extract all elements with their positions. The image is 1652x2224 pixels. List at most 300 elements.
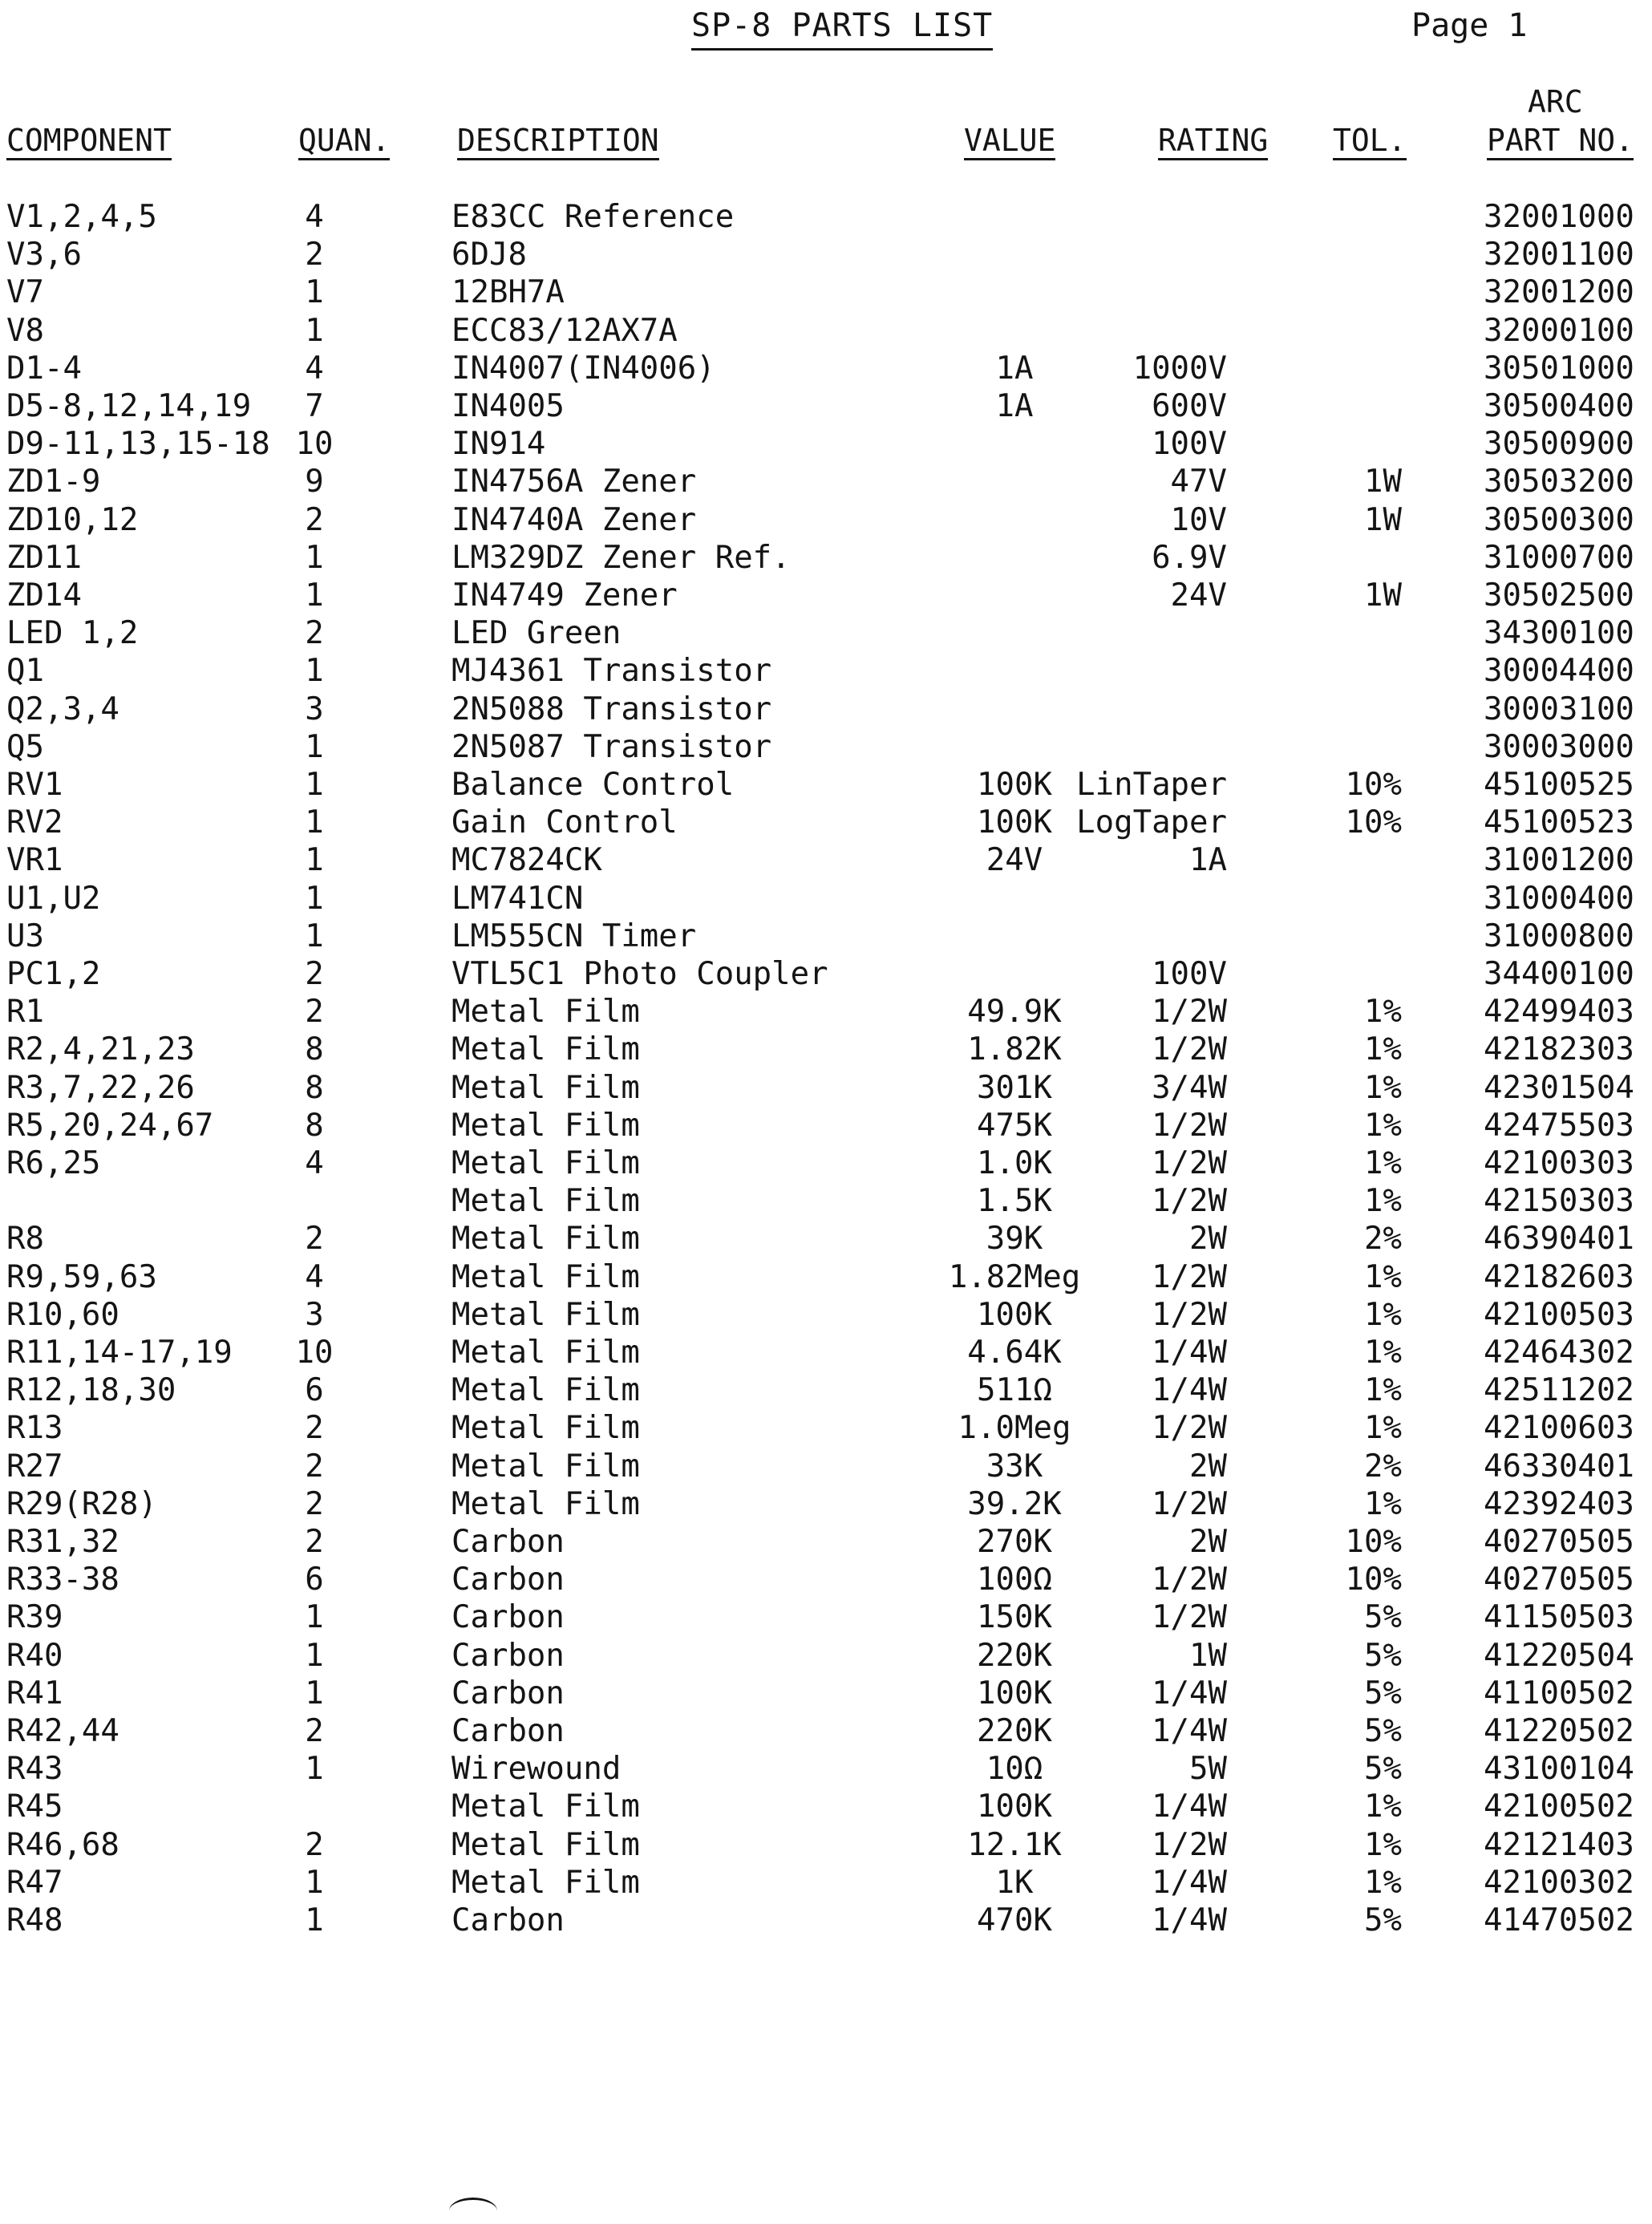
value-cell: 100Ω	[977, 1562, 1052, 1598]
quantity-cell: 1	[305, 880, 324, 917]
rating-cell: 1/2W	[1152, 1562, 1227, 1598]
component-cell: R43	[6, 1751, 63, 1788]
part-number-cell: 31000800	[1484, 918, 1634, 954]
tolerance-cell: 1W	[1364, 501, 1402, 538]
value-cell: 220K	[977, 1713, 1052, 1749]
description-cell: Carbon	[451, 1637, 565, 1674]
component-cell: R45	[6, 1789, 63, 1825]
part-number-cell: 30500900	[1484, 426, 1634, 463]
rating-cell: 1/2W	[1152, 1826, 1227, 1863]
description-cell: Metal Film	[451, 1221, 640, 1258]
tolerance-cell: 10%	[1345, 804, 1402, 841]
quantity-cell: 1	[305, 274, 324, 311]
rating-cell: 2W	[1189, 1524, 1227, 1560]
rating-cell: 1/2W	[1152, 1296, 1227, 1333]
description-cell: Metal Film	[451, 1183, 640, 1220]
table-row	[0, 993, 1652, 1031]
tolerance-cell: 1%	[1364, 1826, 1402, 1863]
rating-cell: 1/2W	[1152, 1183, 1227, 1220]
table-row	[0, 1107, 1652, 1144]
part-number-cell: 30503200	[1484, 464, 1634, 500]
table-row	[0, 273, 1652, 311]
description-cell: Carbon	[451, 1902, 565, 1938]
tolerance-cell: 5%	[1364, 1599, 1402, 1636]
table-row	[0, 766, 1652, 804]
quantity-cell: 1	[305, 1599, 324, 1636]
value-cell: 150K	[977, 1599, 1052, 1636]
rating-cell: 24V	[1170, 577, 1227, 614]
quantity-cell: 2	[305, 1448, 324, 1485]
tolerance-cell: 1W	[1364, 577, 1402, 614]
tolerance-cell: 1%	[1364, 1485, 1402, 1522]
quantity-cell: 2	[305, 1826, 324, 1863]
quantity-cell: 1	[305, 728, 324, 765]
table-row	[0, 1182, 1652, 1220]
table-row	[0, 425, 1652, 463]
table-row	[0, 1448, 1652, 1485]
part-number-cell: 46330401	[1484, 1448, 1634, 1485]
tolerance-cell: 1%	[1364, 1372, 1402, 1409]
component-cell: R27	[6, 1448, 63, 1485]
tolerance-cell: 1%	[1364, 1069, 1402, 1106]
value-cell: 1.5K	[977, 1183, 1052, 1220]
description-cell: 6DJ8	[451, 237, 527, 273]
description-cell: VTL5C1 Photo Coupler	[451, 956, 828, 992]
quantity-cell: 1	[305, 804, 324, 841]
part-number-cell: 41470502	[1484, 1902, 1634, 1938]
quantity-cell: 2	[305, 1485, 324, 1522]
component-cell: R31,32	[6, 1524, 119, 1560]
description-cell: MC7824CK	[451, 842, 602, 879]
component-cell: R29(R28)	[6, 1485, 157, 1522]
quantity-cell: 1	[305, 1675, 324, 1712]
part-number-cell: 42511202	[1484, 1372, 1634, 1409]
table-row	[0, 614, 1652, 652]
tolerance-cell: 2%	[1364, 1221, 1402, 1258]
part-number-cell: 34400100	[1484, 956, 1634, 992]
table-row	[0, 1523, 1652, 1561]
part-number-cell: 32001100	[1484, 237, 1634, 273]
component-cell: V7	[6, 274, 44, 311]
value-cell: 1.82Meg	[948, 1258, 1081, 1295]
quantity-cell: 10	[295, 426, 334, 463]
component-cell: U1,U2	[6, 880, 101, 917]
description-cell: Metal Film	[451, 1107, 640, 1144]
header-tol: TOL.	[1333, 122, 1407, 160]
table-row	[0, 1750, 1652, 1788]
quantity-cell: 2	[305, 1221, 324, 1258]
rating-cell: 1/4W	[1152, 1713, 1227, 1749]
description-cell: Carbon	[451, 1599, 565, 1636]
tolerance-cell: 5%	[1364, 1751, 1402, 1788]
tolerance-cell: 1%	[1364, 1335, 1402, 1371]
description-cell: Metal Film	[451, 1258, 640, 1295]
table-row	[0, 1220, 1652, 1258]
part-number-cell: 42121403	[1484, 1826, 1634, 1863]
quantity-cell: 1	[305, 653, 324, 690]
part-number-cell: 41220502	[1484, 1713, 1634, 1749]
tolerance-cell: 1%	[1364, 1031, 1402, 1068]
table-row	[0, 652, 1652, 690]
value-cell: 10Ω	[986, 1751, 1043, 1788]
table-row	[0, 1637, 1652, 1675]
rating-cell: 1W	[1189, 1637, 1227, 1674]
value-cell: 4.64K	[967, 1335, 1062, 1371]
quantity-cell: 1	[305, 1864, 324, 1901]
quantity-cell: 2	[305, 956, 324, 992]
part-number-cell: 43100104	[1484, 1751, 1634, 1788]
rating-cell: 1/2W	[1152, 1485, 1227, 1522]
component-cell: R46,68	[6, 1826, 119, 1863]
component-cell: R40	[6, 1637, 63, 1674]
part-number-cell: 31000400	[1484, 880, 1634, 917]
table-row	[0, 1561, 1652, 1598]
quantity-cell: 1	[305, 539, 324, 576]
header-description: DESCRIPTION	[457, 122, 659, 160]
table-row	[0, 1485, 1652, 1523]
table-row	[0, 236, 1652, 273]
component-cell: R39	[6, 1599, 63, 1636]
component-cell: R12,18,30	[6, 1372, 176, 1409]
rating-cell: 1/2W	[1152, 1258, 1227, 1295]
rating-cell: 1/2W	[1152, 1410, 1227, 1447]
rating-cell: 10V	[1170, 501, 1227, 538]
part-number-cell: 40270505	[1484, 1524, 1634, 1560]
description-cell: Carbon	[451, 1524, 565, 1560]
table-row	[0, 312, 1652, 350]
part-number-cell: 42182303	[1484, 1031, 1634, 1068]
rating-cell: 1000V	[1132, 350, 1227, 387]
quantity-cell: 8	[305, 1031, 324, 1068]
value-cell: 12.1K	[967, 1826, 1062, 1863]
quantity-cell: 1	[305, 312, 324, 349]
rating-cell: 1/2W	[1152, 1107, 1227, 1144]
component-cell: R47	[6, 1864, 63, 1901]
quantity-cell: 4	[305, 1145, 324, 1181]
description-cell: IN914	[451, 426, 546, 463]
part-number-cell: 42464302	[1484, 1335, 1634, 1371]
quantity-cell: 1	[305, 918, 324, 954]
tolerance-cell: 1%	[1364, 1258, 1402, 1295]
component-cell: R13	[6, 1410, 63, 1447]
description-cell: Metal Film	[451, 1372, 640, 1409]
quantity-cell: 4	[305, 350, 324, 387]
quantity-cell: 3	[305, 691, 324, 727]
part-number-cell: 45100523	[1484, 804, 1634, 841]
part-number-cell: 30500400	[1484, 388, 1634, 424]
component-cell: R9,59,63	[6, 1258, 157, 1295]
pencil-mark	[449, 2198, 497, 2224]
part-number-cell: 42100603	[1484, 1410, 1634, 1447]
component-cell: LED 1,2	[6, 615, 139, 652]
rating-cell: LogTaper	[1076, 804, 1227, 841]
part-number-cell: 32001200	[1484, 274, 1634, 311]
quantity-cell: 1	[305, 767, 324, 803]
quantity-cell: 2	[305, 615, 324, 652]
value-cell: 1A	[995, 350, 1034, 387]
quantity-cell: 7	[305, 388, 324, 424]
rating-cell: LinTaper	[1076, 767, 1227, 803]
table-row	[0, 1864, 1652, 1902]
component-cell: R41	[6, 1675, 63, 1712]
rating-cell: 47V	[1170, 464, 1227, 500]
component-cell: R1	[6, 994, 44, 1031]
component-cell: D5-8,12,14,19	[6, 388, 252, 424]
component-cell: D9-11,13,15-18	[6, 426, 270, 463]
description-cell: Metal Film	[451, 1864, 640, 1901]
table-row	[0, 880, 1652, 918]
description-cell: Carbon	[451, 1562, 565, 1598]
rating-cell: 1/4W	[1152, 1372, 1227, 1409]
quantity-cell: 1	[305, 577, 324, 614]
part-number-cell: 42100303	[1484, 1145, 1634, 1181]
value-cell: 100K	[977, 1675, 1052, 1712]
quantity-cell: 2	[305, 994, 324, 1031]
quantity-cell: 2	[305, 237, 324, 273]
part-number-cell: 30502500	[1484, 577, 1634, 614]
value-cell: 1.82K	[967, 1031, 1062, 1068]
description-cell: Metal Film	[451, 1485, 640, 1522]
component-cell: R2,4,21,23	[6, 1031, 195, 1068]
quantity-cell: 6	[305, 1372, 324, 1409]
part-number-cell: 31000700	[1484, 539, 1634, 576]
tolerance-cell: 5%	[1364, 1713, 1402, 1749]
part-number-cell: 30500300	[1484, 501, 1634, 538]
rating-cell: 1/2W	[1152, 1145, 1227, 1181]
part-number-cell: 34300100	[1484, 615, 1634, 652]
quantity-cell: 2	[305, 501, 324, 538]
rating-cell: 100V	[1152, 956, 1227, 992]
part-number-cell: 42100503	[1484, 1296, 1634, 1333]
table-row	[0, 577, 1652, 614]
table-row	[0, 1144, 1652, 1182]
value-cell: 301K	[977, 1069, 1052, 1106]
rating-cell: 1/4W	[1152, 1902, 1227, 1938]
page-number: Page 1	[1411, 7, 1528, 44]
rating-cell: 1A	[1189, 842, 1227, 879]
description-cell: LM741CN	[451, 880, 584, 917]
component-cell: R42,44	[6, 1713, 119, 1749]
description-cell: Wirewound	[451, 1751, 622, 1788]
description-cell: Gain Control	[451, 804, 678, 841]
component-cell: V1,2,4,5	[6, 199, 157, 235]
part-number-cell: 42182603	[1484, 1258, 1634, 1295]
table-row	[0, 1712, 1652, 1750]
table-row	[0, 539, 1652, 577]
tolerance-cell: 1%	[1364, 1145, 1402, 1181]
component-cell: ZD11	[6, 539, 82, 576]
table-row	[0, 463, 1652, 500]
part-number-cell: 41150503	[1484, 1599, 1634, 1636]
value-cell: 49.9K	[967, 994, 1062, 1031]
part-number-cell: 32001000	[1484, 199, 1634, 235]
component-cell: RV1	[6, 767, 63, 803]
rating-cell: 1/2W	[1152, 1599, 1227, 1636]
quantity-cell: 2	[305, 1713, 324, 1749]
description-cell: MJ4361 Transistor	[451, 653, 772, 690]
value-cell: 39.2K	[967, 1485, 1062, 1522]
rating-cell: 1/2W	[1152, 1031, 1227, 1068]
component-cell: R5,20,24,67	[6, 1107, 214, 1144]
part-number-cell: 31001200	[1484, 842, 1634, 879]
quantity-cell: 8	[305, 1069, 324, 1106]
quantity-cell: 2	[305, 1410, 324, 1447]
value-cell: 1A	[995, 388, 1034, 424]
component-cell: R10,60	[6, 1296, 119, 1333]
description-cell: 12BH7A	[451, 274, 565, 311]
component-cell: R33-38	[6, 1562, 119, 1598]
part-number-cell: 30003100	[1484, 691, 1634, 727]
rating-cell: 1/4W	[1152, 1675, 1227, 1712]
value-cell: 270K	[977, 1524, 1052, 1560]
description-cell: Metal Film	[451, 1145, 640, 1181]
quantity-cell: 6	[305, 1562, 324, 1598]
value-cell: 33K	[986, 1448, 1043, 1485]
tolerance-cell: 10%	[1345, 1524, 1402, 1560]
header-value: VALUE	[964, 122, 1055, 160]
description-cell: Metal Film	[451, 1826, 640, 1863]
table-row	[0, 1788, 1652, 1825]
component-cell: ZD14	[6, 577, 82, 614]
description-cell: Metal Film	[451, 1335, 640, 1371]
component-cell: R3,7,22,26	[6, 1069, 195, 1106]
component-cell: Q2,3,4	[6, 691, 119, 727]
description-cell: Metal Film	[451, 1296, 640, 1333]
table-row	[0, 1409, 1652, 1447]
part-number-cell: 42301504	[1484, 1069, 1634, 1106]
quantity-cell: 4	[305, 199, 324, 235]
rating-cell: 2W	[1189, 1221, 1227, 1258]
rating-cell: 5W	[1189, 1751, 1227, 1788]
part-number-cell: 42100302	[1484, 1864, 1634, 1901]
table-row	[0, 1675, 1652, 1712]
tolerance-cell: 5%	[1364, 1675, 1402, 1712]
quantity-cell: 1	[305, 842, 324, 879]
description-cell: Balance Control	[451, 767, 735, 803]
rating-cell: 6.9V	[1152, 539, 1227, 576]
quantity-cell: 1	[305, 1902, 324, 1938]
description-cell: Metal Film	[451, 1031, 640, 1068]
table-row	[0, 918, 1652, 955]
description-cell: Metal Film	[451, 1789, 640, 1825]
tolerance-cell: 1%	[1364, 1410, 1402, 1447]
table-row	[0, 1334, 1652, 1371]
component-cell: V8	[6, 312, 44, 349]
quantity-cell: 1	[305, 1751, 324, 1788]
value-cell: 39K	[986, 1221, 1043, 1258]
value-cell: 1.0Meg	[958, 1410, 1071, 1447]
value-cell: 220K	[977, 1637, 1052, 1674]
description-cell: 2N5087 Transistor	[451, 728, 772, 765]
description-cell: E83CC Reference	[451, 199, 735, 235]
component-cell: R6,25	[6, 1145, 101, 1181]
tolerance-cell: 1%	[1364, 994, 1402, 1031]
component-cell: ZD10,12	[6, 501, 139, 538]
description-cell: LED Green	[451, 615, 622, 652]
tolerance-cell: 1%	[1364, 1789, 1402, 1825]
description-cell: IN4749 Zener	[451, 577, 678, 614]
table-row	[0, 1069, 1652, 1107]
value-cell: 100K	[977, 804, 1052, 841]
component-cell: Q1	[6, 653, 44, 690]
part-number-cell: 40270505	[1484, 1562, 1634, 1598]
value-cell: 24V	[986, 842, 1043, 879]
component-cell: R11,14-17,19	[6, 1335, 233, 1371]
description-cell: ECC83/12AX7A	[451, 312, 678, 349]
description-cell: Metal Film	[451, 1069, 640, 1106]
value-cell: 470K	[977, 1902, 1052, 1938]
description-cell: LM329DZ Zener Ref.	[451, 539, 791, 576]
table-row	[0, 955, 1652, 993]
description-cell: LM555CN Timer	[451, 918, 697, 954]
description-cell: IN4740A Zener	[451, 501, 697, 538]
quantity-cell: 1	[305, 1637, 324, 1674]
page-title: SP-8 PARTS LIST	[691, 5, 993, 51]
table-row	[0, 387, 1652, 425]
part-number-cell: 42100502	[1484, 1789, 1634, 1825]
table-row	[0, 1371, 1652, 1409]
part-number-cell: 41100502	[1484, 1675, 1634, 1712]
table-row	[0, 1031, 1652, 1068]
description-cell: Metal Film	[451, 994, 640, 1031]
table-row	[0, 804, 1652, 841]
description-cell: Metal Film	[451, 1410, 640, 1447]
tolerance-cell: 5%	[1364, 1902, 1402, 1938]
tolerance-cell: 10%	[1345, 767, 1402, 803]
table-row	[0, 1902, 1652, 1939]
table-row	[0, 1258, 1652, 1296]
component-cell: D1-4	[6, 350, 82, 387]
component-cell: PC1,2	[6, 956, 101, 992]
table-row	[0, 728, 1652, 766]
rating-cell: 1/4W	[1152, 1864, 1227, 1901]
value-cell: 475K	[977, 1107, 1052, 1144]
quantity-cell: 4	[305, 1258, 324, 1295]
rating-cell: 3/4W	[1152, 1069, 1227, 1106]
description-cell: Carbon	[451, 1713, 565, 1749]
tolerance-cell: 1%	[1364, 1296, 1402, 1333]
quantity-cell: 2	[305, 1524, 324, 1560]
table-row	[0, 691, 1652, 728]
table-row	[0, 350, 1652, 387]
rating-cell: 600V	[1152, 388, 1227, 424]
description-cell: IN4756A Zener	[451, 464, 697, 500]
part-number-cell: 42150303	[1484, 1183, 1634, 1220]
tolerance-cell: 1%	[1364, 1183, 1402, 1220]
tolerance-cell: 5%	[1364, 1637, 1402, 1674]
header-component: COMPONENT	[6, 122, 172, 160]
part-number-cell: 42475503	[1484, 1107, 1634, 1144]
part-number-cell: 41220504	[1484, 1637, 1634, 1674]
rating-cell: 1/4W	[1152, 1789, 1227, 1825]
rating-cell: 1/4W	[1152, 1335, 1227, 1371]
quantity-cell: 8	[305, 1107, 324, 1144]
quantity-cell: 10	[295, 1335, 334, 1371]
rating-cell: 100V	[1152, 426, 1227, 463]
quantity-cell: 3	[305, 1296, 324, 1333]
value-cell: 511Ω	[977, 1372, 1052, 1409]
tolerance-cell: 10%	[1345, 1562, 1402, 1598]
tolerance-cell: 2%	[1364, 1448, 1402, 1485]
component-cell: RV2	[6, 804, 63, 841]
table-row	[0, 501, 1652, 539]
tolerance-cell: 1%	[1364, 1864, 1402, 1901]
description-cell: Carbon	[451, 1675, 565, 1712]
component-cell: Q5	[6, 728, 44, 765]
rating-cell: 1/2W	[1152, 994, 1227, 1031]
component-cell: U3	[6, 918, 44, 954]
value-cell: 1.0K	[977, 1145, 1052, 1181]
